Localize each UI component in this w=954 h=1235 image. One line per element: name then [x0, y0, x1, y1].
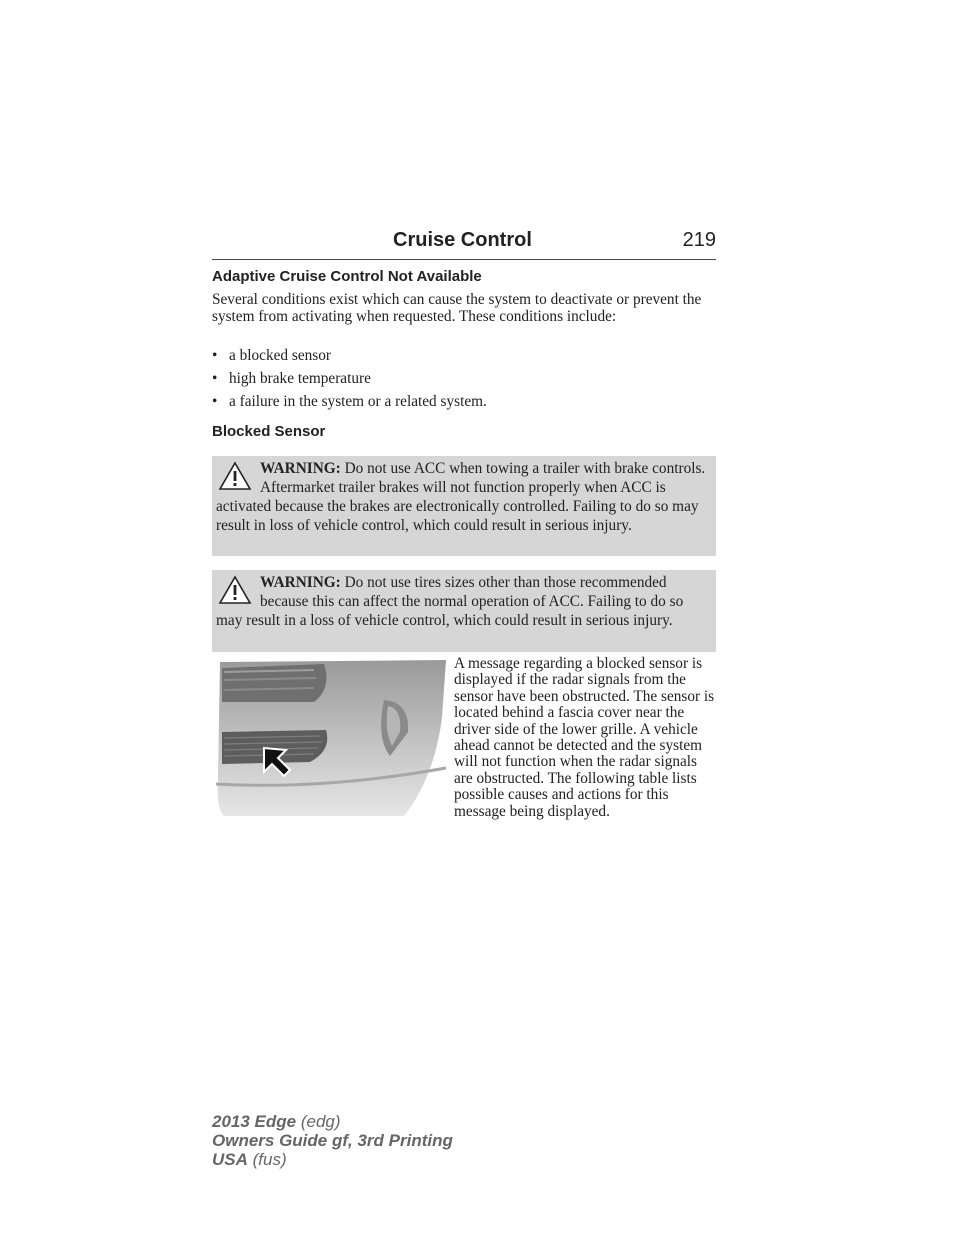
- warning-triangle-icon: [218, 575, 252, 605]
- list-item: • high brake temperature: [212, 370, 371, 387]
- page-footer: [212, 1112, 453, 1169]
- footer-line-1: 2013 Edge (edg): [212, 1112, 341, 1131]
- chapter-title: Cruise Control: [393, 229, 532, 251]
- footer-line-3: USA (fus): [212, 1150, 287, 1169]
- list-item: • a blocked sensor: [212, 347, 331, 364]
- intro-paragraph: Several conditions exist which can cause the system to deactivate or prevent the system from activating when requested. These conditions include:: [212, 291, 702, 325]
- blocked-sensor-figure: [214, 658, 448, 818]
- conditions-list: [212, 348, 716, 417]
- warning-label: WARNING:: [260, 460, 341, 477]
- section-heading-acc-not-available: Adaptive Cruise Control Not Available: [212, 268, 482, 285]
- warning-box-trailer: [212, 456, 716, 556]
- warning-label: WARNING:: [260, 574, 341, 591]
- warning-text: Do not use tires sizes other than those recommended because this can affect the normal operation of ACC. Failing to do so may result in a loss of vehicle control, which could result in serious injury.: [216, 574, 684, 629]
- footer-line-2: Owners Guide gf, 3rd Printing: [212, 1131, 453, 1150]
- page-number: 219: [682, 229, 716, 251]
- page-header: [212, 229, 716, 260]
- warning-box-tires: [212, 570, 716, 652]
- figure-description: A message regarding a blocked sensor is displayed if the radar signals from the sensor have been obstructed. The sensor is located behind a fascia cover near the driver side of the lower grille. A vehicle ahead cannot be detected and the system will not function when the radar signals are obstructed. The following table lists possible causes and actions for this message being displayed.: [454, 655, 715, 820]
- section-heading-blocked-sensor: Blocked Sensor: [212, 423, 326, 440]
- warning-triangle-icon: [218, 461, 252, 491]
- list-item: • a failure in the system or a related system.: [212, 393, 487, 410]
- front-fascia-illustration: [214, 658, 448, 818]
- warning-text: Do not use ACC when towing a trailer with brake controls. Aftermarket trailer brakes will not function properly when ACC is activated because the brakes are electronically controlled. Failing to do so may result in loss of vehicle control, which could result in serious injury.: [216, 460, 706, 534]
